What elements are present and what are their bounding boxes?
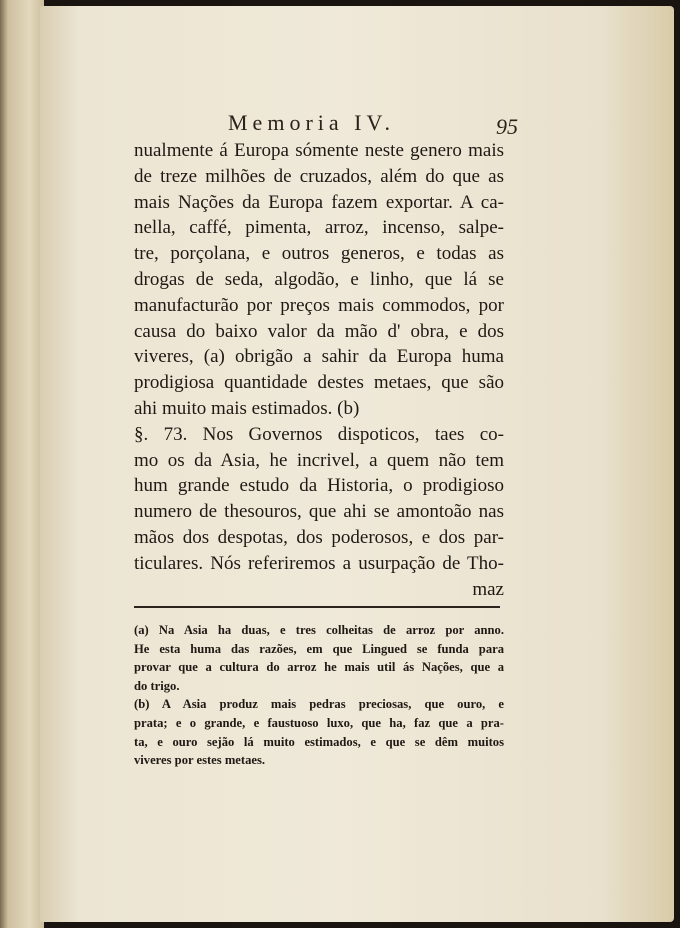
- text-line: mais Nações da Europa fazem exportar. A ca-: [134, 191, 504, 213]
- text-line: nualmente á Europa sómente neste genero mais: [134, 140, 504, 161]
- text-line: hum grande estudo da Historia, o prodigioso: [134, 475, 504, 497]
- text-line: mo os da Asia, he incrivel, a quem não tem: [134, 449, 504, 471]
- text-line: nella, caffé, pimenta, arroz, incenso, salpe-: [134, 217, 504, 239]
- footnote-line: provar que a cultura do arroz he mais util ás Nações, que a: [134, 660, 504, 675]
- text-line: causa do baixo valor da mão d' obra, e dos: [134, 320, 504, 342]
- footnote-line: viveres por estes metaes.: [134, 753, 266, 768]
- footnote-line: He esta huma das razões, em que Lingued se funda para: [134, 641, 504, 656]
- text-line: drogas de seda, algodão, e linho, que lá se: [134, 268, 504, 290]
- footnote-line: prata; e o grande, e faustuoso luxo, que ha, faz que a pra-: [134, 715, 504, 730]
- footnote-rule: [134, 606, 500, 608]
- footnotes: [134, 621, 504, 770]
- text-line: tre, porçolana, e outros generos, e todas as: [134, 243, 504, 265]
- text-line: prodigiosa quantidade destes metaes, que são: [134, 372, 504, 394]
- catchword: maz: [472, 578, 504, 600]
- text-line: viveres, (a) obrigão a sahir da Europa huma: [134, 346, 504, 368]
- text-line: de treze milhões de cruzados, além do que as: [134, 165, 504, 187]
- text-line: manufacturão por preços mais commodos, por: [134, 294, 504, 316]
- running-header: [228, 106, 518, 139]
- footnote-line: (b) A Asia produz mais pedras preciosas, que ouro, e: [134, 697, 504, 712]
- main-text: [134, 138, 504, 602]
- text-line: ticulares. Nós referiremos a usurpação de Tho-: [134, 552, 504, 574]
- footnote-line: (a) Na Asia ha duas, e tres colheitas de arroz por anno.: [134, 623, 504, 637]
- text-line: ahi muito mais estimados. (b): [134, 397, 360, 419]
- header-title: Memoria IV.: [228, 110, 396, 135]
- page-number: 95: [496, 114, 518, 139]
- footnote-line: do trigo.: [134, 678, 180, 693]
- facing-page-edge: [0, 0, 44, 928]
- text-line: numero de thesouros, que ahi se amontoão nas: [134, 501, 504, 523]
- text-line: §. 73. Nos Governos dispoticos, taes co-: [134, 423, 504, 445]
- footnote-line: ta, e ouro sejão lá muito estimados, e que se dêm muitos: [134, 734, 504, 749]
- text-line: mãos dos despotas, dos poderosos, e dos par-: [134, 526, 504, 548]
